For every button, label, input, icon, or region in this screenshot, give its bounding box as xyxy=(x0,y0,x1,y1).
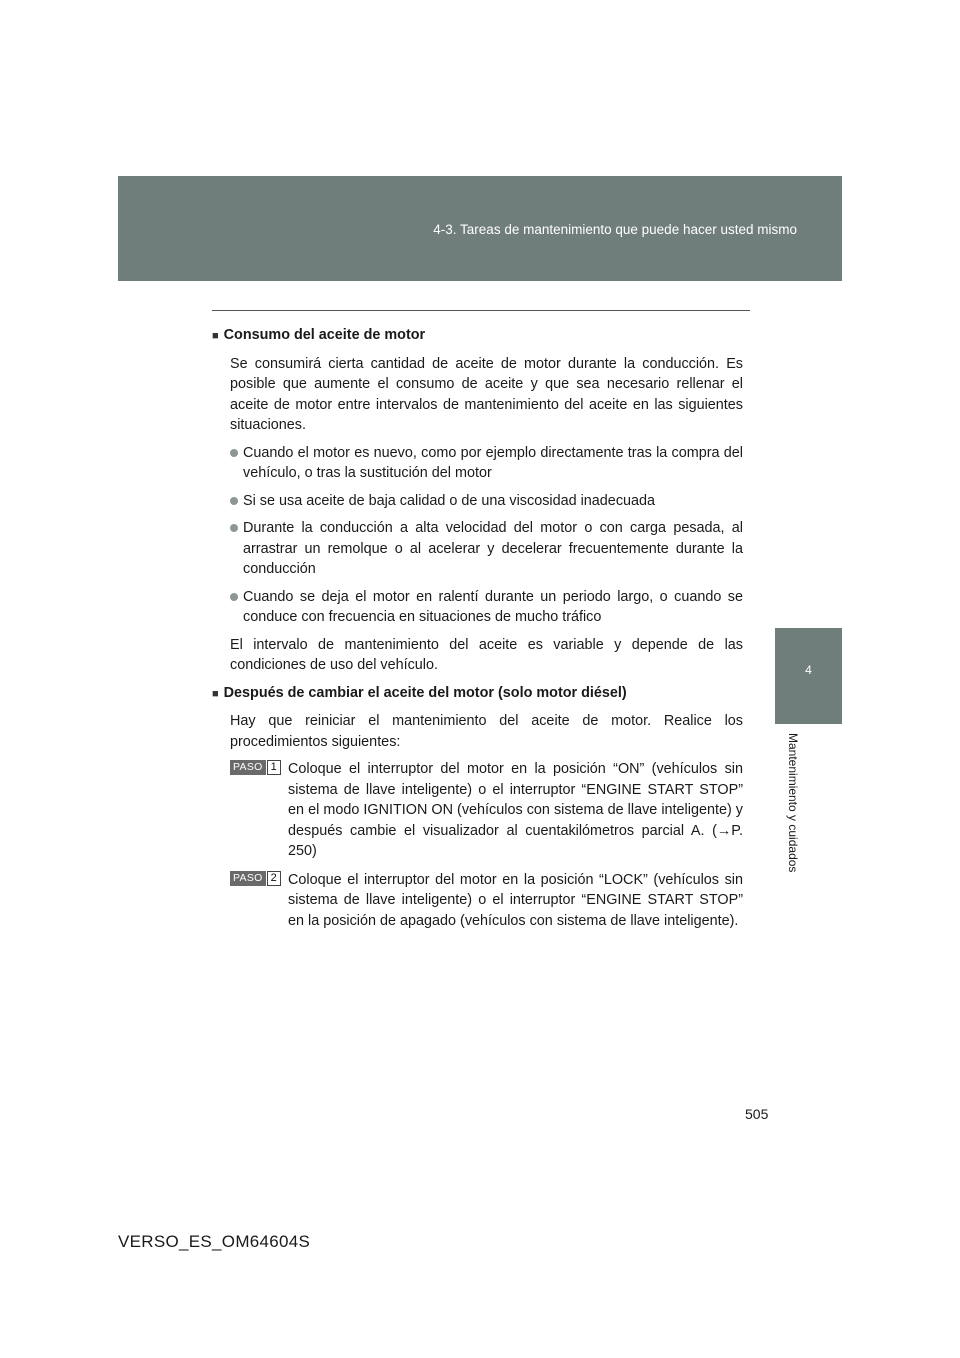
square-bullet-icon: ■ xyxy=(212,687,219,700)
square-bullet-icon: ■ xyxy=(212,330,219,342)
step-badge xyxy=(230,760,282,775)
section1-heading xyxy=(212,325,743,347)
section1-intro: Se consumirá cierta cantidad de aceite de motor durante la conducción. Es posible que aumente el consumo de aceite y que sea necesario rellenar el aceite de motor entre intervalos de mantenimiento del aceite en las siguientes situaciones. xyxy=(230,355,743,433)
list-item xyxy=(230,518,743,580)
step-text: Coloque el interruptor del motor en la posición “LOCK” (vehículos sin sistema de llave inteligente) o el interruptor “ENGINE START STOP” en la posición de apagado (vehículos con sistema de llave inteligente). xyxy=(288,871,743,929)
section1-heading-text: Consumo del aceite de motor xyxy=(223,327,426,343)
document-code: VERSO_ES_OM64604S xyxy=(118,1232,311,1251)
step-2 xyxy=(230,870,743,932)
circle-bullet-icon xyxy=(230,593,238,601)
list-item-text: Si se usa aceite de baja calidad o de una viscosidad inadecuada xyxy=(243,492,656,509)
chapter-header xyxy=(118,176,842,281)
step-number: 1 xyxy=(267,760,281,775)
list-item xyxy=(230,491,743,512)
list-item-text: Cuando el motor es nuevo, como por ejemplo directamente tras la compra del vehículo, o tras la sustitución del motor xyxy=(243,444,743,481)
step-text: Coloque el interruptor del motor en la posición “ON” (vehículos sin sistema de llave inteligente) o el interruptor “ENGINE START STOP” en el modo IGNITION ON (vehículos con sistema de llave inteligente) y después cambie el visualizador al cuentakilómetros parcial A. (→P. 250) xyxy=(288,761,743,859)
chapter-number: 4 xyxy=(805,663,812,677)
header-title: 4-3. Tareas de mantenimiento que puede hacer usted mismo xyxy=(433,222,797,237)
section2-heading xyxy=(212,683,743,705)
step-label: PASO xyxy=(230,760,266,775)
circle-bullet-icon xyxy=(230,497,238,505)
section-divider xyxy=(212,310,750,311)
circle-bullet-icon xyxy=(230,524,238,532)
chapter-tab xyxy=(775,628,842,724)
list-item-text: Cuando se deja el motor en ralentí durante un periodo largo, o cuando se conduce con frecuencia en situaciones de mucho tráfico xyxy=(243,588,743,625)
page-number: 505 xyxy=(745,1106,769,1122)
list-item-text: Durante la conducción a alta velocidad del motor o con carga pesada, al arrastrar un remolque o al acelerar y decelerar frecuentemente durante la conducción xyxy=(243,520,743,577)
step-1 xyxy=(230,759,743,862)
list-item xyxy=(230,587,743,628)
section1-closing: El intervalo de mantenimiento del aceite es variable y depende de las condiciones de uso del vehículo. xyxy=(230,636,743,673)
circle-bullet-icon xyxy=(230,449,238,457)
section2-heading-text: Después de cambiar el aceite del motor (solo motor diésel) xyxy=(223,684,627,701)
main-content xyxy=(212,325,743,939)
section2-intro: Hay que reiniciar el mantenimiento del aceite de motor. Realice los procedimientos siguientes: xyxy=(230,713,743,750)
step-badge xyxy=(230,871,282,886)
step-number: 2 xyxy=(267,871,281,886)
chapter-label: Mantenimiento y cuidados xyxy=(786,733,800,873)
step-label: PASO xyxy=(230,871,266,886)
list-item xyxy=(230,443,743,484)
